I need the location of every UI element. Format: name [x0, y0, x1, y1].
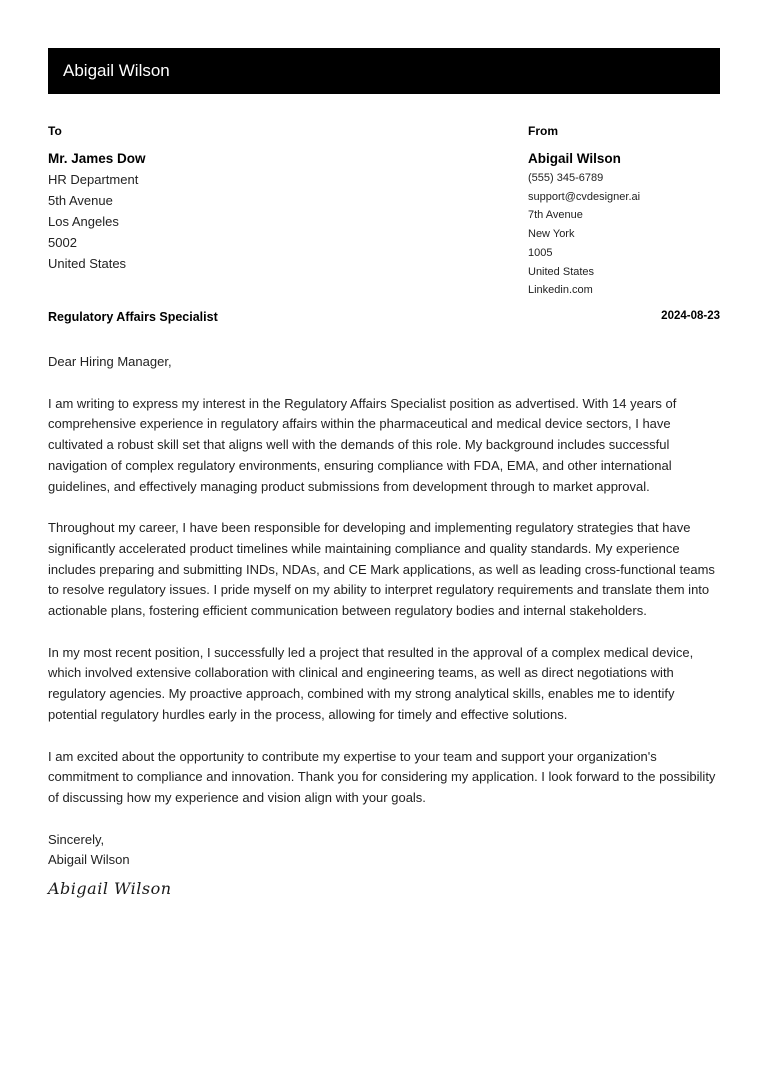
recipient-label: To [48, 124, 62, 138]
body-paragraph: I am writing to express my interest in the Regulatory Affairs Specialist position as advertised. With 14 years of comprehensive experience in regulatory affairs within the pharmaceutical and medical device sectors, I have cultivated a robust skill set that aligns well with the demands of this role. My background includes successful navigation of complex regulatory environments, ensuring compliance with FDA, EMA, and other international guidelines, and effectively managing product submissions from development through to market approval. [48, 395, 677, 494]
sender-linkedin: Linkedin.com [528, 284, 593, 297]
closing-name: Abigail Wilson [48, 852, 130, 868]
recipient-department: HR Department [48, 172, 139, 187]
body-paragraph: I am excited about the opportunity to contribute my expertise to your team and support your organization's commitment to compliance and innovation. Thank you for considering my application. I look forward to the possibility of discussing how my experience and vision align with your goals. [48, 748, 716, 805]
sender-block [528, 124, 720, 300]
sender-phone: (555) 345-6789 [528, 172, 604, 184]
sender-label: From [528, 124, 558, 138]
sender-city: New York [528, 228, 575, 241]
sender-postal-code: 1005 [528, 246, 553, 259]
address-section [48, 124, 720, 304]
recipient-city: Los Angeles [48, 214, 119, 229]
recipient-country: United States [48, 256, 127, 271]
handwritten-signature: Abigail Wilson [48, 879, 172, 899]
recipient-block [48, 124, 348, 274]
closing-salutation: Sincerely, [48, 831, 105, 847]
body-paragraph: Throughout my career, I have been responsible for developing and implementing regulatory strategies that have significantly accelerated product timelines while maintaining compliance and quality standards. My experience includes preparing and submitting INDs, NDAs, and CE Mark applications, as well as leading cross-functional teams to resolve regulatory issues. I pride myself on my ability to interpret regulatory requirements and translate them into actionable plans, fostering efficient communication between regulatory bodies and internal stakeholders. [48, 520, 715, 619]
sender-name: Abigail Wilson [528, 151, 621, 166]
recipient-name: Mr. James Dow [48, 151, 146, 166]
recipient-street: 5th Avenue [48, 193, 113, 208]
greeting: Dear Hiring Manager, [48, 354, 172, 369]
sender-email: support@cvdesigner.ai [528, 190, 641, 203]
letter-date: 2024-08-23 [661, 310, 720, 322]
sender-street: 7th Avenue [528, 209, 583, 222]
header-bar [48, 48, 720, 94]
body-paragraph: In my most recent position, I successfully led a project that resulted in the approval of a complex medical device, which involved extensive collaboration with clinical and engineering teams, as well as direct negotiations with regulatory agencies. My proactive approach, combined with my strong analytical skills, enables me to identify potential regulatory hurdles early in the process, allowing for timely and effective solutions. [48, 644, 694, 722]
job-title: Regulatory Affairs Specialist [48, 310, 218, 324]
subject-row [48, 310, 720, 330]
cover-letter-page [48, 48, 720, 898]
recipient-postal-code: 5002 [48, 235, 77, 250]
closing-block [48, 830, 720, 871]
sender-country: United States [528, 265, 595, 278]
header-name: Abigail Wilson [63, 61, 170, 80]
letter-body [48, 352, 720, 809]
